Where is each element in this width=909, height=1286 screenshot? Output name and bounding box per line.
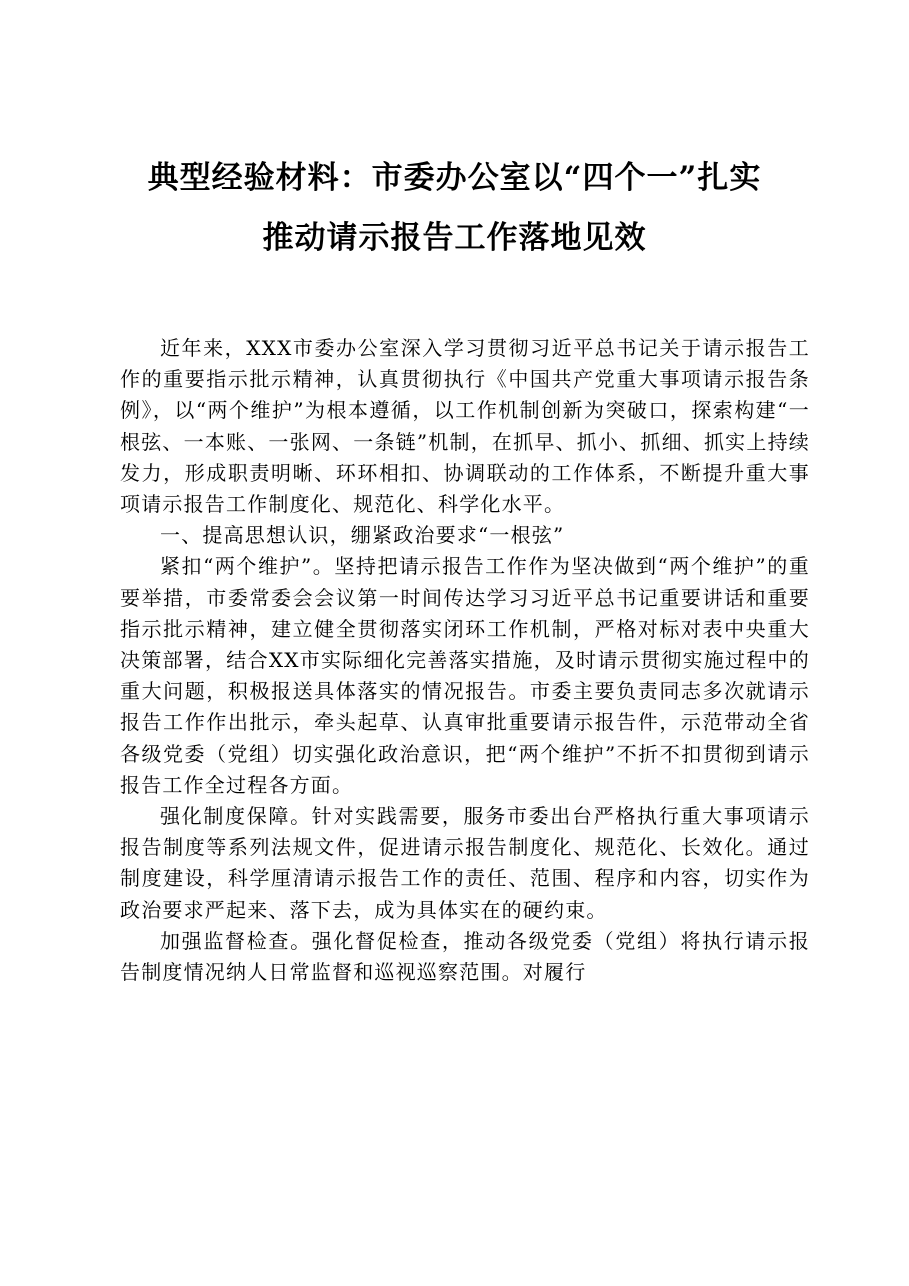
document-title	[100, 148, 809, 268]
paragraph-intro: 近年来，XXX市委办公室深入学习贯彻习近平总书记关于请示报告工作的重要指示批示精神，认真贯彻执行《中国共产党重大事项请示报告条例》，以“两个维护”为根本遵循，以工作机制创新为突破口，探索构建“一根弦、一本账、一张网、一条链”机制，在抓早、抓小、抓细、抓实上持续发力，形成职责明晰、环环相扣、协调联动的工作体系，不断提升重大事项请示报告工作制度化、规范化、科学化水平。	[120, 336, 810, 517]
document-body	[120, 333, 810, 988]
section-heading-1: 一、提高思想认识，绷紧政治要求“一根弦”	[160, 523, 565, 548]
paragraph-two-safeguards: 紧扣“两个维护”。坚持把请示报告工作作为坚决做到“两个维护”的重要举措，市委常委会会议第一时间传达学习习近平总书记重要讲话和重要指示批示精神，建立健全贯彻落实闭环工作机制，严格对标对表中央重大决策部署，结合XX市实际细化完善落实措施，及时请示贯彻实施过程中的重大问题，积极报送具体落实的情况报告。市委主要负责同志多次就请示报告工作作出批示，牵头起草、认真审批重要请示报告件，示范带动全省各级党委（党组）切实强化政治意识，把“两个维护”不折不扣贯彻到请示报告工作全过程各方面。	[120, 554, 810, 797]
title-line-1: 典型经验材料：市委办公室以“四个一”扎实	[147, 160, 762, 196]
title-line-2: 推动请示报告工作落地见效	[262, 220, 647, 256]
paragraph-supervision: 加强监督检查。强化督促检查，推动各级党委（党组）将执行请示报告制度情况纳人日常监督和巡视巡察范围。对履行	[120, 928, 810, 985]
paragraph-institutional-guarantee: 强化制度保障。针对实践需要，服务市委出台严格执行重大事项请示报告制度等系列法规文件，促进请示报告制度化、规范化、长效化。通过制度建设，科学厘清请示报告工作的责任、范围、程序和内容，切实作为政治要求严起来、落下去，成为具体实在的硬约束。	[120, 804, 810, 922]
